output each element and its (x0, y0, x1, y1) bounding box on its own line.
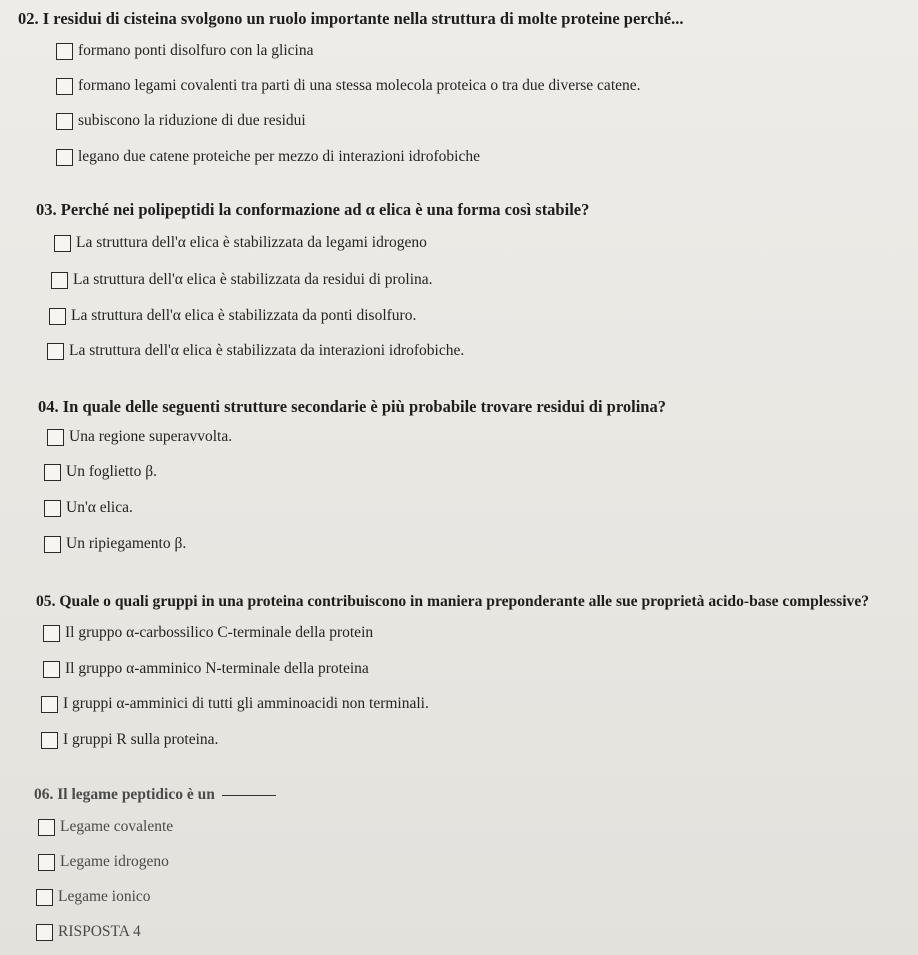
question-title (36, 200, 589, 220)
question-text: Quale o quali gruppi in una proteina contribuiscono in maniera preponderante alle sue proprietà acido-base complessive? (59, 593, 870, 610)
checkbox[interactable] (54, 235, 71, 252)
answer-option[interactable] (41, 695, 429, 713)
question-text: I residui di cisteina svolgono un ruolo importante nella struttura di molte proteine perché... (42, 9, 684, 28)
answer-option[interactable] (47, 342, 464, 360)
checkbox[interactable] (36, 924, 53, 941)
checkbox[interactable] (38, 819, 55, 836)
option-label: Un'α elica. (66, 499, 133, 516)
answer-option[interactable] (56, 42, 313, 60)
question-title (18, 9, 684, 29)
option-label: I gruppi α-amminici di tutti gli amminoacidi non terminali. (63, 695, 429, 712)
option-label: Legame idrogeno (60, 853, 169, 870)
answer-option[interactable] (49, 307, 416, 325)
question-number: 05. (36, 593, 56, 610)
option-label: La struttura dell'α elica è stabilizzata da interazioni idrofobiche. (69, 342, 465, 359)
checkbox[interactable] (51, 272, 68, 289)
answer-option[interactable] (36, 923, 141, 941)
question-title (34, 786, 276, 804)
answer-option[interactable] (56, 112, 306, 130)
checkbox[interactable] (44, 464, 61, 481)
answer-option[interactable] (36, 888, 151, 906)
answer-option[interactable] (38, 818, 173, 836)
question-title (36, 593, 869, 611)
option-label: Un foglietto β. (66, 463, 157, 480)
answer-option[interactable] (38, 853, 169, 871)
option-label: Una regione superavvolta. (69, 428, 233, 445)
option-label: Legame covalente (60, 818, 174, 835)
checkbox[interactable] (43, 661, 60, 678)
answer-option[interactable] (56, 77, 641, 95)
checkbox[interactable] (41, 696, 58, 713)
checkbox[interactable] (56, 78, 73, 95)
checkbox[interactable] (56, 43, 73, 60)
checkbox[interactable] (44, 536, 61, 553)
checkbox[interactable] (44, 500, 61, 517)
answer-option[interactable] (54, 234, 427, 252)
checkbox[interactable] (49, 308, 66, 325)
answer-option[interactable] (56, 148, 480, 166)
option-label: Il gruppo α-amminico N-terminale della proteina (65, 660, 369, 677)
question-text: Perché nei polipeptidi la conformazione ad α elica è una forma così stabile? (60, 200, 590, 219)
option-label: La struttura dell'α elica è stabilizzata da residui di prolina. (73, 271, 433, 288)
question-text: Il legame peptidico è un (57, 786, 215, 803)
option-label: Legame ionico (58, 888, 151, 905)
option-label: La struttura dell'α elica è stabilizzata da ponti disolfuro. (71, 307, 417, 324)
option-label: I gruppi R sulla proteina. (63, 731, 219, 748)
checkbox[interactable] (56, 113, 73, 130)
checkbox[interactable] (43, 625, 60, 642)
answer-option[interactable] (43, 660, 369, 678)
question-number: 06. (34, 786, 54, 803)
answer-option[interactable] (51, 271, 433, 289)
question-text: In quale delle seguenti strutture secondarie è più probabile trovare residui di prolina? (62, 397, 666, 416)
answer-option[interactable] (47, 428, 232, 446)
question-number: 03. (36, 200, 57, 219)
answer-option[interactable] (44, 499, 133, 517)
checkbox[interactable] (47, 429, 64, 446)
checkbox[interactable] (56, 149, 73, 166)
answer-option[interactable] (43, 624, 373, 642)
fill-in-blank[interactable] (222, 795, 276, 796)
answer-option[interactable] (44, 535, 186, 553)
option-label: Un ripiegamento β. (66, 535, 187, 552)
option-label: formano ponti disolfuro con la glicina (78, 42, 314, 59)
option-label: legano due catene proteiche per mezzo di interazioni idrofobiche (78, 148, 480, 165)
option-label: formano legami covalenti tra parti di una stessa molecola proteica o tra due diverse catene. (78, 77, 641, 94)
question-number: 04. (38, 397, 59, 416)
checkbox[interactable] (47, 343, 64, 360)
checkbox[interactable] (36, 889, 53, 906)
answer-option[interactable] (44, 463, 157, 481)
option-label: La struttura dell'α elica è stabilizzata da legami idrogeno (76, 234, 427, 251)
checkbox[interactable] (38, 854, 55, 871)
question-title (38, 397, 666, 417)
answer-option[interactable] (41, 731, 218, 749)
option-label: RISPOSTA 4 (58, 923, 141, 940)
option-label: Il gruppo α-carbossilico C-terminale della protein (65, 624, 374, 641)
option-label: subiscono la riduzione di due residui (78, 112, 306, 129)
checkbox[interactable] (41, 732, 58, 749)
question-number: 02. (18, 9, 39, 28)
